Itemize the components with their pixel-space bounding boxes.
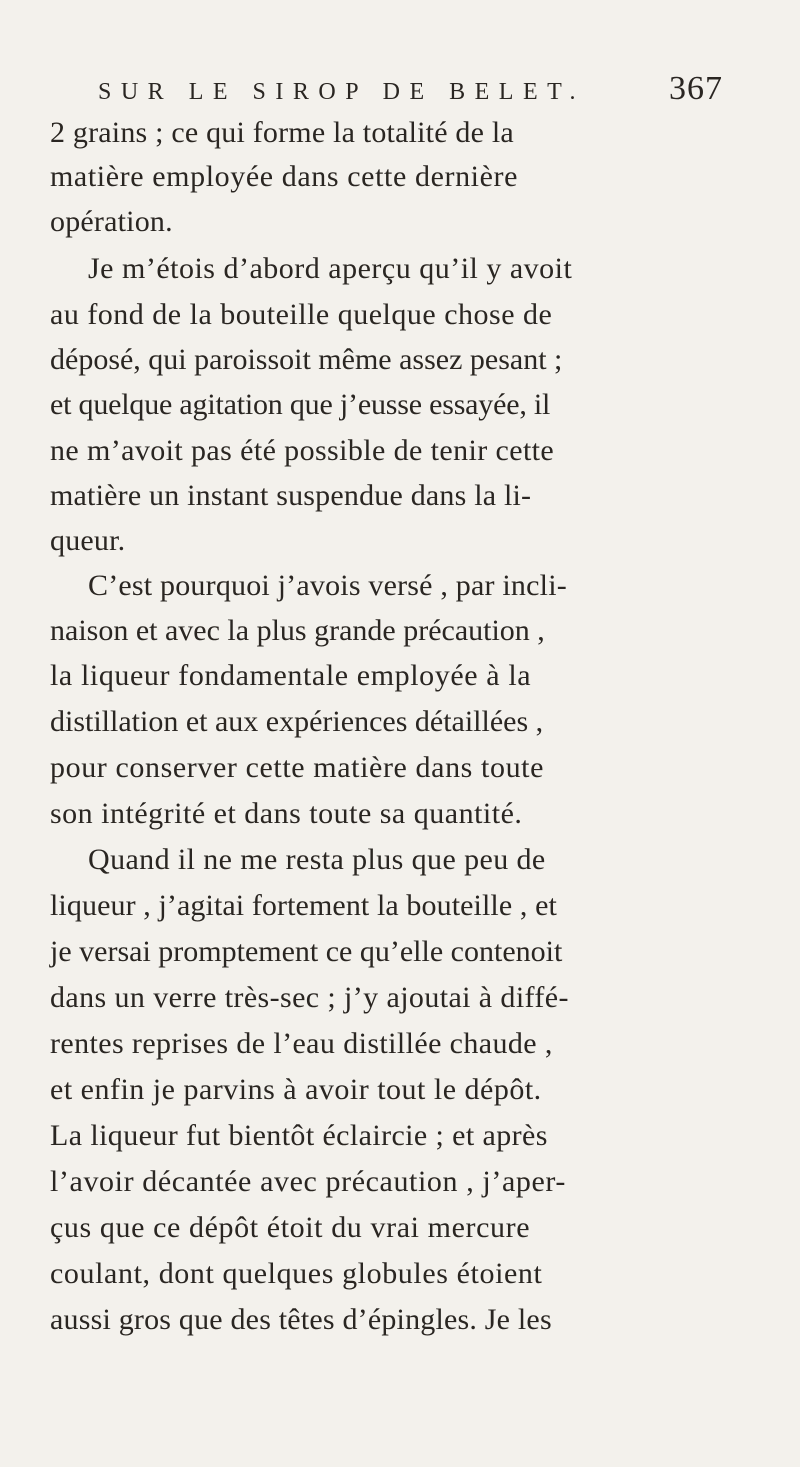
text-line: naison et avec la plus grande précaution , [50, 614, 545, 647]
text-line: coulant, dont quelques globules étoient [50, 1257, 543, 1290]
text-line: çus que ce dépôt étoit du vrai mercure [50, 1211, 531, 1244]
text-line: matière employée dans cette dernière [50, 160, 519, 193]
text-line: queur. [50, 524, 126, 557]
text-line: aussi gros que des têtes d’épingles. Je les [50, 1303, 552, 1336]
text-line: matière un instant suspendue dans la li- [50, 479, 532, 512]
text-line: la liqueur fondamentale employée à la [50, 659, 532, 692]
text-line: distillation et aux expériences détaillées , [50, 705, 544, 738]
text-line: son intégrité et dans toute sa quantité. [50, 797, 523, 830]
text-line: 2 grains ; ce qui forme la totalité de la [50, 116, 514, 149]
text-line: dans un verre très-sec ; j’y ajoutai à diffé- [50, 981, 569, 1014]
text-line: rentes reprises de l’eau distillée chaude , [50, 1027, 553, 1060]
text-line: et quelque agitation que j’eusse essayée, il [50, 388, 551, 421]
text-line: déposé, qui paroissoit même assez pesant ; [50, 343, 563, 376]
text-line: l’avoir décantée avec précaution , j’aper- [50, 1165, 566, 1198]
text-line: La liqueur fut bientôt éclaircie ; et après [50, 1119, 548, 1152]
text-line: ne m’avoit pas été possible de tenir cette [50, 434, 555, 467]
text-line: liqueur , j’agitai fortement la bouteille , et [50, 889, 557, 922]
text-line: pour conserver cette matière dans toute [50, 751, 545, 784]
page-number: 367 [669, 70, 723, 107]
text-line: C’est pourquoi j’avois versé , par incli- [88, 569, 567, 602]
text-line: Je m’étois d’abord aperçu qu’il y avoit [88, 252, 573, 285]
text-line: Quand il ne me resta plus que peu de [88, 843, 546, 876]
text-line: je versai promptement ce qu’elle contenoit [50, 935, 563, 968]
text-line: opération. [50, 205, 173, 238]
text-line: au fond de la bouteille quelque chose de [50, 298, 553, 331]
running-title: SUR LE SIROP DE BELET. [98, 79, 586, 105]
running-head [98, 70, 723, 112]
text-line: et enfin je parvins à avoir tout le dépôt. [50, 1073, 542, 1106]
